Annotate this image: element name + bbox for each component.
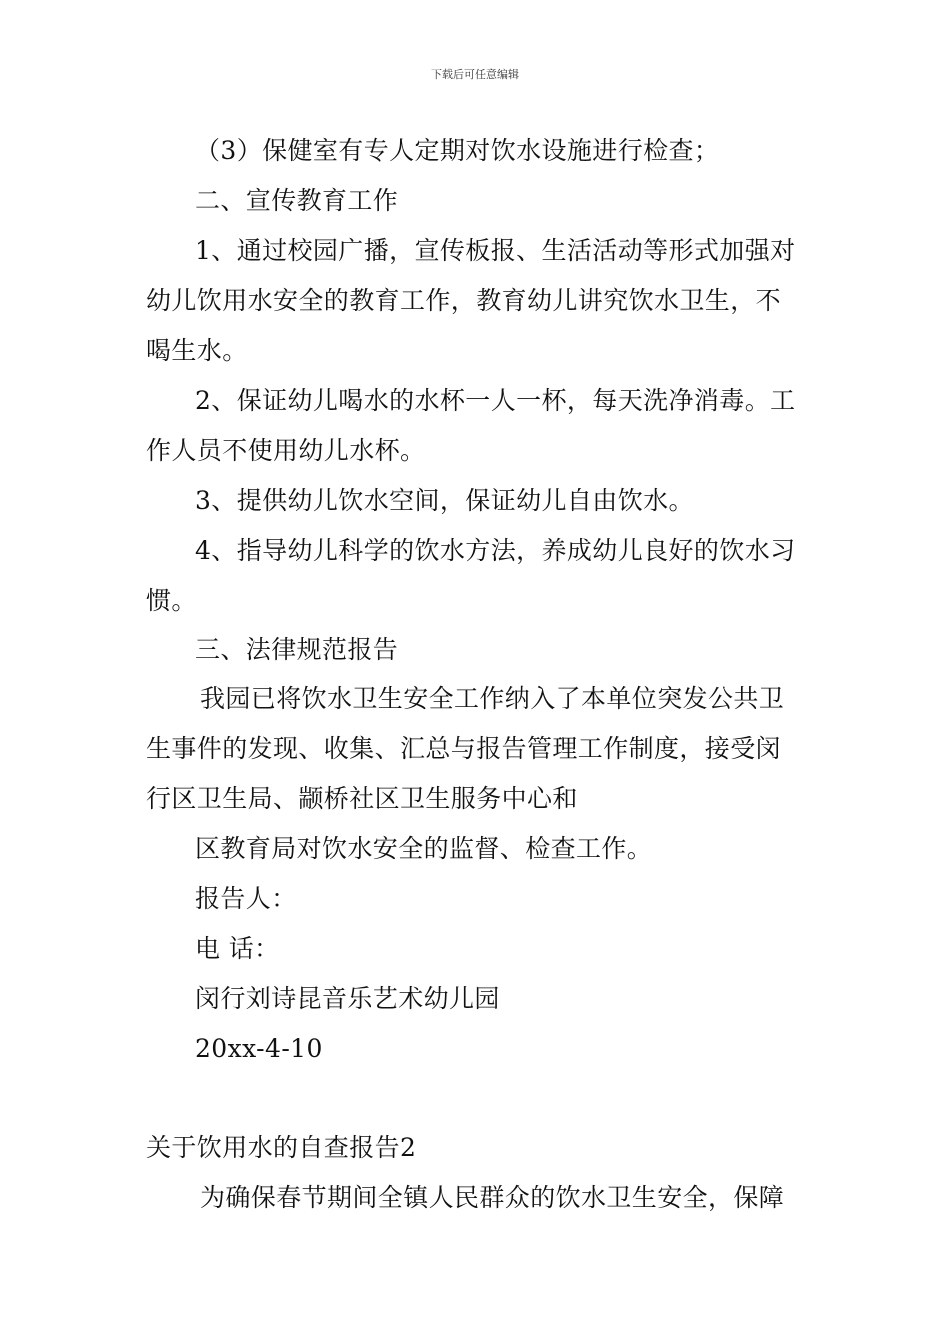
document-title: 关于饮用水的自查报告2 bbox=[146, 1133, 417, 1162]
reporter-label: 报告人： bbox=[195, 884, 297, 913]
text-line: （3）保健室有专人定期对饮水设施进行检查； bbox=[195, 136, 720, 165]
text-line: 4、指导幼儿科学的饮水方法，养成幼儿良好的饮水习 bbox=[195, 536, 796, 565]
organization-name: 闵行刘诗昆音乐艺术幼儿园 bbox=[195, 984, 500, 1013]
text-line: 3、提供幼儿饮水空间，保证幼儿自由饮水。 bbox=[195, 486, 694, 515]
text-line: 1、通过校园广播，宣传板报、生活活动等形式加强对 bbox=[195, 236, 796, 265]
text-line: 区教育局对饮水安全的监督、检查工作。 bbox=[195, 834, 653, 863]
page-header: 下载后可任意编辑 bbox=[431, 68, 519, 81]
section-heading: 二、宣传教育工作 bbox=[195, 186, 399, 215]
text-line: 我园已将饮水卫生安全工作纳入了本单位突发公共卫 bbox=[200, 684, 785, 713]
text-line: 2、保证幼儿喝水的水杯一人一杯，每天洗净消毒。工 bbox=[195, 386, 796, 415]
text-line: 喝生水。 bbox=[146, 336, 248, 365]
text-line: 为确保春节期间全镇人民群众的饮水卫生安全，保障 bbox=[200, 1183, 785, 1212]
phone-label: 电 话： bbox=[195, 934, 280, 963]
text-line: 惯。 bbox=[146, 586, 197, 615]
text-line: 作人员不使用幼儿水杯。 bbox=[146, 436, 426, 465]
report-date: 20xx-4-10 bbox=[195, 1034, 323, 1063]
text-line: 幼儿饮用水安全的教育工作，教育幼儿讲究饮水卫生，不 bbox=[146, 286, 782, 315]
text-line: 行区卫生局、颛桥社区卫生服务中心和 bbox=[146, 784, 578, 813]
section-heading: 三、法律规范报告 bbox=[195, 635, 399, 664]
text-line: 生事件的发现、收集、汇总与报告管理工作制度，接受闵 bbox=[146, 734, 782, 763]
